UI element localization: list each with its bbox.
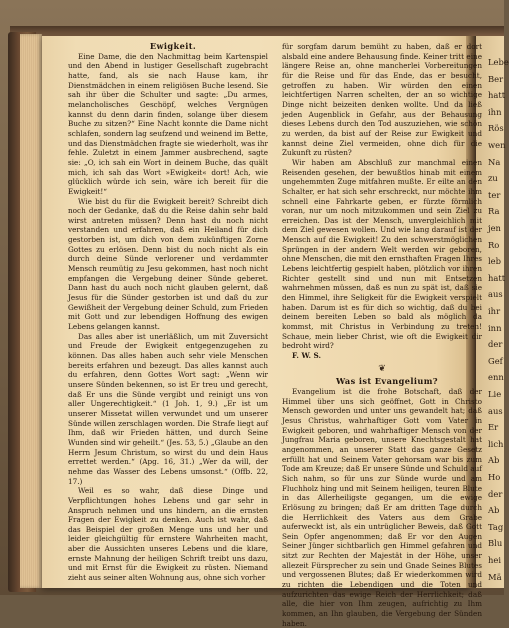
ornament-divider-icon: ❦ (378, 363, 386, 374)
next-page-fragment: Ab (488, 505, 500, 516)
paragraph: Das alles aber ist unerläßlich, um mit Zuversicht und Freude der Ewigkeit entgegenzugehen zu können. Das alles haben auch sehr viele Menschen bereits erfahren und bezeugt. Das alles kannst auch du erfahren, denn Gottes Wort sagt: „Wenn wir unsere Sünden bekennen, so ist Er treu und gerecht, daß Er uns die Sünde vergibt und reinigt uns von aller Ungerechtigkeit.“ (1 Joh. 1, 9.) „Er ist um unserer Missetat willen verwundet und um unserer Sünde willen zerschlagen worden. Die Strafe liegt auf Ihm, daß wir Frieden hätten, und durch Seine Wunden sind wir geheilt.“ (Jes. 53, 5.) „Glaube an den Herrn Jesum Christum, so wirst du und dein Haus errettet werden.“ (Apg. 16, 31.) „Wer da will, der nehme das Wasser des Lebens umsonst.“ (Offb. 22, 17.) (68, 331, 268, 486)
next-page-fragment: jen (488, 223, 501, 233)
next-page-fragment: aus (488, 289, 503, 300)
next-page-fragment: ihr (488, 306, 501, 316)
next-page-fragment: Mä (488, 571, 502, 582)
next-page-fragment: Gef (488, 355, 503, 366)
article-signature: F. W. S. (292, 351, 322, 360)
next-page-fragment: enn (488, 372, 504, 383)
next-page-fragment: Lie (488, 389, 502, 399)
next-page-fragment: Ab (488, 455, 500, 466)
next-page-fragment: der (488, 339, 503, 350)
paragraph: Evangelium ist die frohe Botschaft, daß der Himmel über uns sich geöffnet, Gott in Christo Mensch geworden und unter uns gewandelt hat; daß Jesus Christus, wahrhaftiger Gott vom Vater in Ewigkeit geboren, und wahrhaftiger Mensch von der Jungfrau Maria geboren, unsere Knechtsgestalt hat angenommen, an unserer Statt das ganze Gesetz erfüllt hat und Seinem Vater gehorsam war bis zum Tode am Kreuze; daß Er unsere Sünde und Schuld auf Sich nahm, so für uns zur Sünde wurde und am Fluchholz hing und mit Seinem heiligen, teuren Blute in das Allerheiligste gegangen, um die ewige Erlösung zu bringen; daß Er am dritten Tage durch die Herrlichkeit des Vaters aus dem Grabe auferweckt ist, als ein untrüglicher Beweis, daß Gott Sein Opfer angenommen; daß Er vor den Augen Seiner Jünger sichtbarlich gen Himmel gefahren und sitzt zur Rechten der Majestät in der Höhe, unser allezeit Fürsprecher zu sein und Gnade Seines Blutes und vergossenen Blutes; daß Er wiederkommen wird zu richten die Lebendigen und die Toten und aufzurichten das ewige Reich der Herrlichkeit; daß alle, die hier von Ihm zeugen, aufrichtig zu Ihm kommen, an Ihn glauben, die Vergebung der Sünden haben. (282, 386, 482, 628)
article-title-ewigkeit: Ewigkeit. (149, 41, 197, 51)
book-top-edge (10, 26, 504, 36)
next-page-fragment: hatt (488, 90, 506, 101)
paragraph: Wir haben am Abschluß zur manchmal einen Reisenden gesehen, der bewußtlos hinab mit einem ungehemmten Zuge mitfahren mußte. Er eilte an den Schalter, er hat sich sehr erschreckt, nur möchte ihm schnell eine Fahrkarte geben, er fürzte förmlich voran, nur um noch mitzukommen und sein Ziel zu erreichen. Das ist der Mensch, unvergleichlich mit dem Ziel gewesen wollen. Und wie lang darauf ist der Mensch auf die Ewigkeit! Zu den schwerstmöglichen Sprüngen in der andern Welt werden wir geboren, ohne Menschen, die mit den ernsthaften Fragen Ihres Lebens leichtfertig gespielt haben, plötzlich vor ihren Richter gestellt sind und nun mit Entsetzen wahrnehmen müssen, daß es nun zu spät ist, daß sie den Himmel, ihre Seligkeit für die Ewigkeit verspielt haben. Darum ist es für dich so wichtig, daß du bei deinem bereiten Leben so bald als möglich da kommst, mit Christus in Verbindung zu treten! Schaue, mein lieber Christ, wie oft die Ewigkeit dir bedroht wird? (282, 157, 482, 351)
paragraph: Eine Dame, die den Nachmittag beim Kartenspiel und den Abend in lustiger Gesellschaft zugebracht hatte, fand, als sie nach Hause kam, ihr Dienstmädchen in einem religiösen Buche lesend. Sie sah ihr über die Schulter und sagte: „Du armes, melancholisches Geschöpf, welches Vergnügen kannst du denn darin finden, solange über diesem Buche zu sitzen?“ Eine Nacht konnte die Dame nicht schlafen, sondern lag seufzend und weinend im Bette, und das Dienstmädchen fragte sie wiederholt, was ihr fehle. Zuletzt in einem Jammer ausbrechend, sagte sie: „O, ich sah ein Wort in deinem Buche, das quält mich, ich sah das Wort »Ewigkeit« dort! Ach, wie glücklich würde ich sein, wäre ich bereit für die Ewigkeit!“ (68, 51, 268, 196)
right-column (282, 42, 482, 628)
next-page-fragment: hatt (488, 272, 506, 283)
page-stack-edge (20, 34, 42, 588)
next-page-fragment: Na (488, 156, 501, 167)
next-page-fragment: zu (488, 173, 498, 184)
next-page-fragment: Ho (488, 472, 501, 482)
article-title-evangelium: Was ist Evangelium? (335, 376, 439, 387)
next-page-fragment: Ro (488, 239, 500, 250)
next-page-fragment: lich (488, 438, 504, 449)
next-page-fragment: der (488, 488, 503, 499)
next-page-fragment: aus (488, 405, 503, 416)
next-page-fragment: inn (488, 322, 502, 333)
next-page-fragment: hei (488, 555, 502, 565)
next-page-fragment: Er (488, 422, 499, 433)
next-page-fragment: ter (488, 189, 501, 200)
next-page-fragment: Blu (488, 538, 503, 549)
paragraph: Wie bist du für die Ewigkeit bereit? Schreibt dich noch der Gedanke, daß du die Reise dahin sehr bald wirst antreten müssen? Denn hast du noch nicht verstanden und erfahren, daß ein Heiland für dich gestorben ist, um dich von dem zukünftigen Zorne Gottes zu erlösen. Denn bist du noch nicht als ein durch deine Sünde verlorener und verdammter Mensch reumütig zu Jesu gekommen, hast noch nicht empfangen die Vergebung deiner Sünde geberet. Dann hast du auch noch nicht glauben gelernt, daß Jesus für die Sünder gestorben ist und daß du zur Gewißheit der Vergebung deiner Schuld, zum Frieden mit Gott und zur lebendigen Hoffnung des ewigen Lebens gelangen kannst. (68, 196, 268, 332)
next-page-fragment: leb (488, 256, 501, 267)
next-page-fragment: Lebe (488, 57, 509, 67)
paragraph: Weil es so wahr, daß diese Dinge und Verpflichtungen hohes Lebens und gar sehr in Anspruch nehmen und uns hindern, an die ernsten Fragen der Ewigkeit zu denken. Auch ist wahr, daß das Beispiel der großen Menge uns und her und leider gleichgültig für ernstere Wahrheiten macht, aber die Aussichten unseres Lebens und die klare, ernste Mahnung der heiligen Schrift treibt uns dazu, und mit Ernst für die Ewigkeit zu rüsten. Niemand zieht aus seiner alten Wohnung aus, ohne sich vorher (68, 486, 268, 583)
next-page-fragment: Ber (488, 73, 504, 84)
paragraph-continued: für sorgfam darum bemüht zu haben, daß er dort alsbald eine andere Behausung finde. Keiner tritt eine längere Reise an, ohne mancherlei Vorbereitungen für die Reise und für das Ende, das er besucht, getroffen zu haben. Wir würden den einen leichtfertigen Narren schelten, der an so wichtige Dinge nicht beizeiten denken wollte. Und da ließ jeden Augenblick in Gefahr, aus der Behausung dieses Lebens durch den Tod auszuziehen, wie schön zu werden, da bist auf der Reise zur Ewigkeit und kannst deine Ziel vermeiden, ohne dich für die Zukunft zu rüsten? (282, 42, 482, 158)
left-column (68, 42, 268, 583)
next-page-fragment: wen (488, 140, 506, 150)
next-page-fragment: ihn (488, 106, 502, 117)
next-page-fragment: Tag (488, 521, 504, 532)
next-page-fragment: Ra (488, 206, 500, 217)
next-page-fragment: Rös (488, 123, 504, 134)
